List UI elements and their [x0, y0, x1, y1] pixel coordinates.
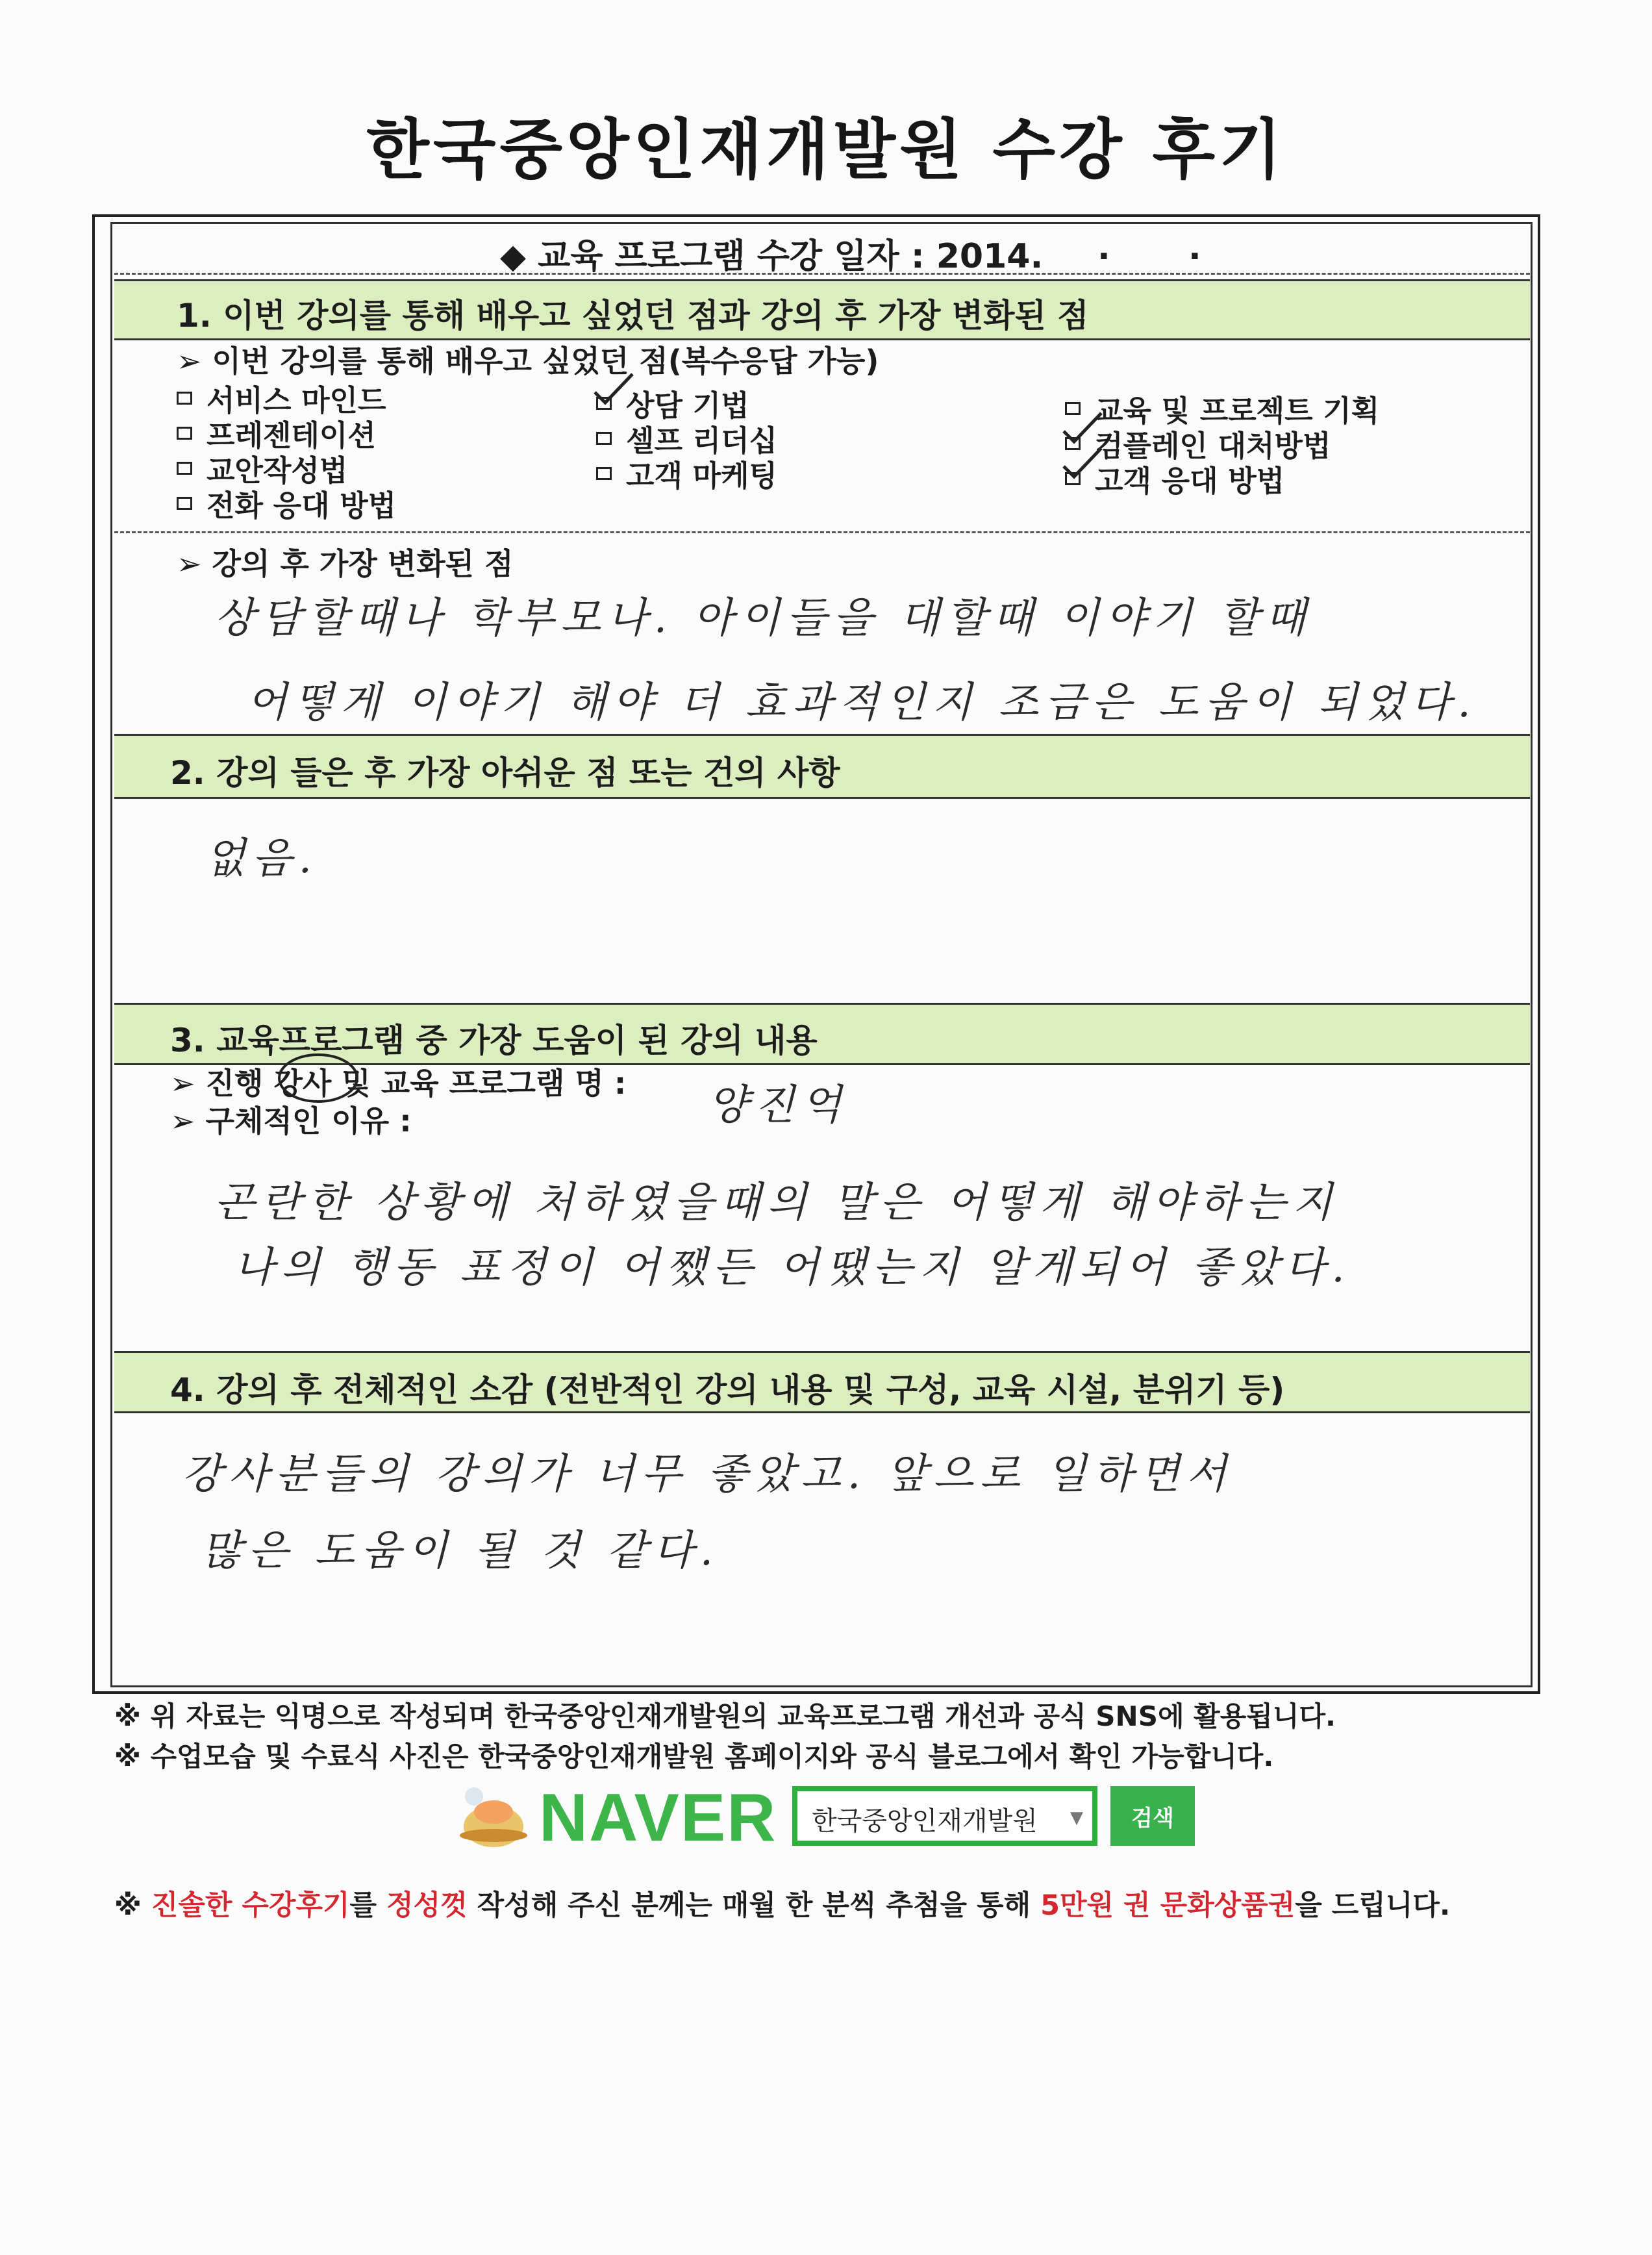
note-photos: ※ 수업모습 및 수료식 사진은 한국중앙인재개발원 홈페이지와 공식 블로그에서 확인 가능합니다.: [114, 1741, 1274, 1772]
mascot-icon: [455, 1781, 532, 1852]
checkbox-icon[interactable]: [177, 462, 192, 475]
check-mark-icon: [1060, 444, 1105, 483]
footer-prize-note: ※ 진솔한 수강후기를 정성껏 작성해 주신 분께는 매월 한 분씩 추첨을 통해 5만원 권 문화상품권을 드립니다.: [114, 1889, 1451, 1922]
checkbox-icon[interactable]: [177, 497, 192, 510]
naver-logo: NAVER: [539, 1780, 777, 1856]
section1-sub1: ➢ 이번 강의를 통해 배우고 싶었던 점(복수응답 가능): [177, 344, 879, 379]
naver-search-banner: [448, 1774, 1214, 1856]
naver-search-input[interactable]: [792, 1786, 1097, 1846]
search-input-value: 한국중앙인재개발원: [812, 1806, 1038, 1836]
chevron-down-icon[interactable]: ▼: [1070, 1808, 1083, 1828]
option-presentation[interactable]: 프레젠테이션: [177, 412, 376, 454]
section3-sub2: ➢ 구체적인 이유 :: [170, 1103, 412, 1139]
option-customer-marketing[interactable]: 고객 마케팅: [596, 452, 777, 494]
section3-sub1: ➢ 진행 강사 및 교육 프로그램 명 :: [170, 1066, 627, 1101]
section3-heading: 3. 교육프로그램 중 가장 도움이 된 강의 내용: [170, 1022, 818, 1059]
note-anonymous: ※ 위 자료는 익명으로 작성되며 한국중앙인재개발원의 교육프로그램 개선과 공식 SNS에 활용됩니다.: [114, 1700, 1336, 1732]
handwritten-answer-line: 강사분들의 강의가 너무 좋았고. 앞으로 일하면서: [182, 1450, 1233, 1498]
course-date-line: ◆ 교육 프로그램 수강 일자 : 2014.: [500, 237, 1044, 276]
page-title: 한국중앙인재개발원 수강 후기: [366, 112, 1286, 188]
option-counseling[interactable]: 상담 기법: [596, 382, 749, 424]
checkbox-icon[interactable]: [596, 467, 612, 480]
option-project-planning[interactable]: 교육 및 프로젝트 기획: [1065, 387, 1379, 429]
divider-dashed: [114, 531, 1530, 533]
footer-highlight: 5만원 권 문화상품권: [1040, 1889, 1295, 1922]
option-lesson-plan[interactable]: 교안작성법: [177, 447, 347, 489]
section1-sub2: ➢ 강의 후 가장 변화된 점: [177, 546, 514, 581]
section1-heading: 1. 이번 강의를 통해 배우고 싶었던 점과 강의 후 가장 변화된 점: [177, 297, 1089, 334]
checkbox-icon[interactable]: [596, 432, 612, 445]
footer-highlight: 정성껏: [386, 1889, 468, 1922]
option-self-leadership[interactable]: 셀프 리더십: [596, 417, 777, 459]
section2-heading: 2. 강의 들은 후 가장 아쉬운 점 또는 건의 사항: [170, 754, 840, 792]
handwritten-instructor: 양진억: [708, 1081, 848, 1129]
handwritten-answer-line: 곤란한 상황에 처하였을때의 말은 어떻게 해야하는지: [214, 1179, 1339, 1227]
option-customer-response[interactable]: 고객 응대 방법: [1065, 457, 1284, 499]
option-phone-response[interactable]: 전화 응대 방법: [177, 482, 396, 524]
handwritten-answer-line: 상담할때나 학부모나. 아이들을 대할때 이야기 할때: [214, 594, 1312, 642]
check-mark-icon: [1060, 409, 1105, 448]
naver-search-button[interactable]: 검색: [1110, 1786, 1195, 1846]
date-dot-2: .: [1188, 229, 1201, 268]
check-mark-icon: [591, 370, 636, 409]
section4-heading: 4. 강의 후 전체적인 소감 (전반적인 강의 내용 및 구성, 교육 시설, 분위기 등): [170, 1371, 1285, 1409]
option-service-mind[interactable]: 서비스 마인드: [177, 377, 386, 419]
handwritten-answer-line: 어떻게 이야기 해야 더 효과적인지 조금은 도움이 되었다.: [247, 679, 1477, 727]
option-complaint-handling[interactable]: 컴플레인 대처방법: [1065, 422, 1331, 464]
checkbox-icon[interactable]: [177, 392, 192, 405]
divider-dashed: [114, 273, 1530, 275]
checkbox-icon[interactable]: [177, 427, 192, 440]
handwritten-answer-line: 나의 행동 표정이 어쨌든 어땠는지 알게되어 좋았다.: [234, 1244, 1351, 1292]
footer-highlight: 진솔한 수강후기: [151, 1889, 350, 1922]
handwritten-answer-line: 많은 도움이 될 것 같다.: [201, 1527, 720, 1575]
handwritten-answer: 없음.: [205, 835, 318, 883]
date-dot-1: .: [1097, 229, 1110, 268]
